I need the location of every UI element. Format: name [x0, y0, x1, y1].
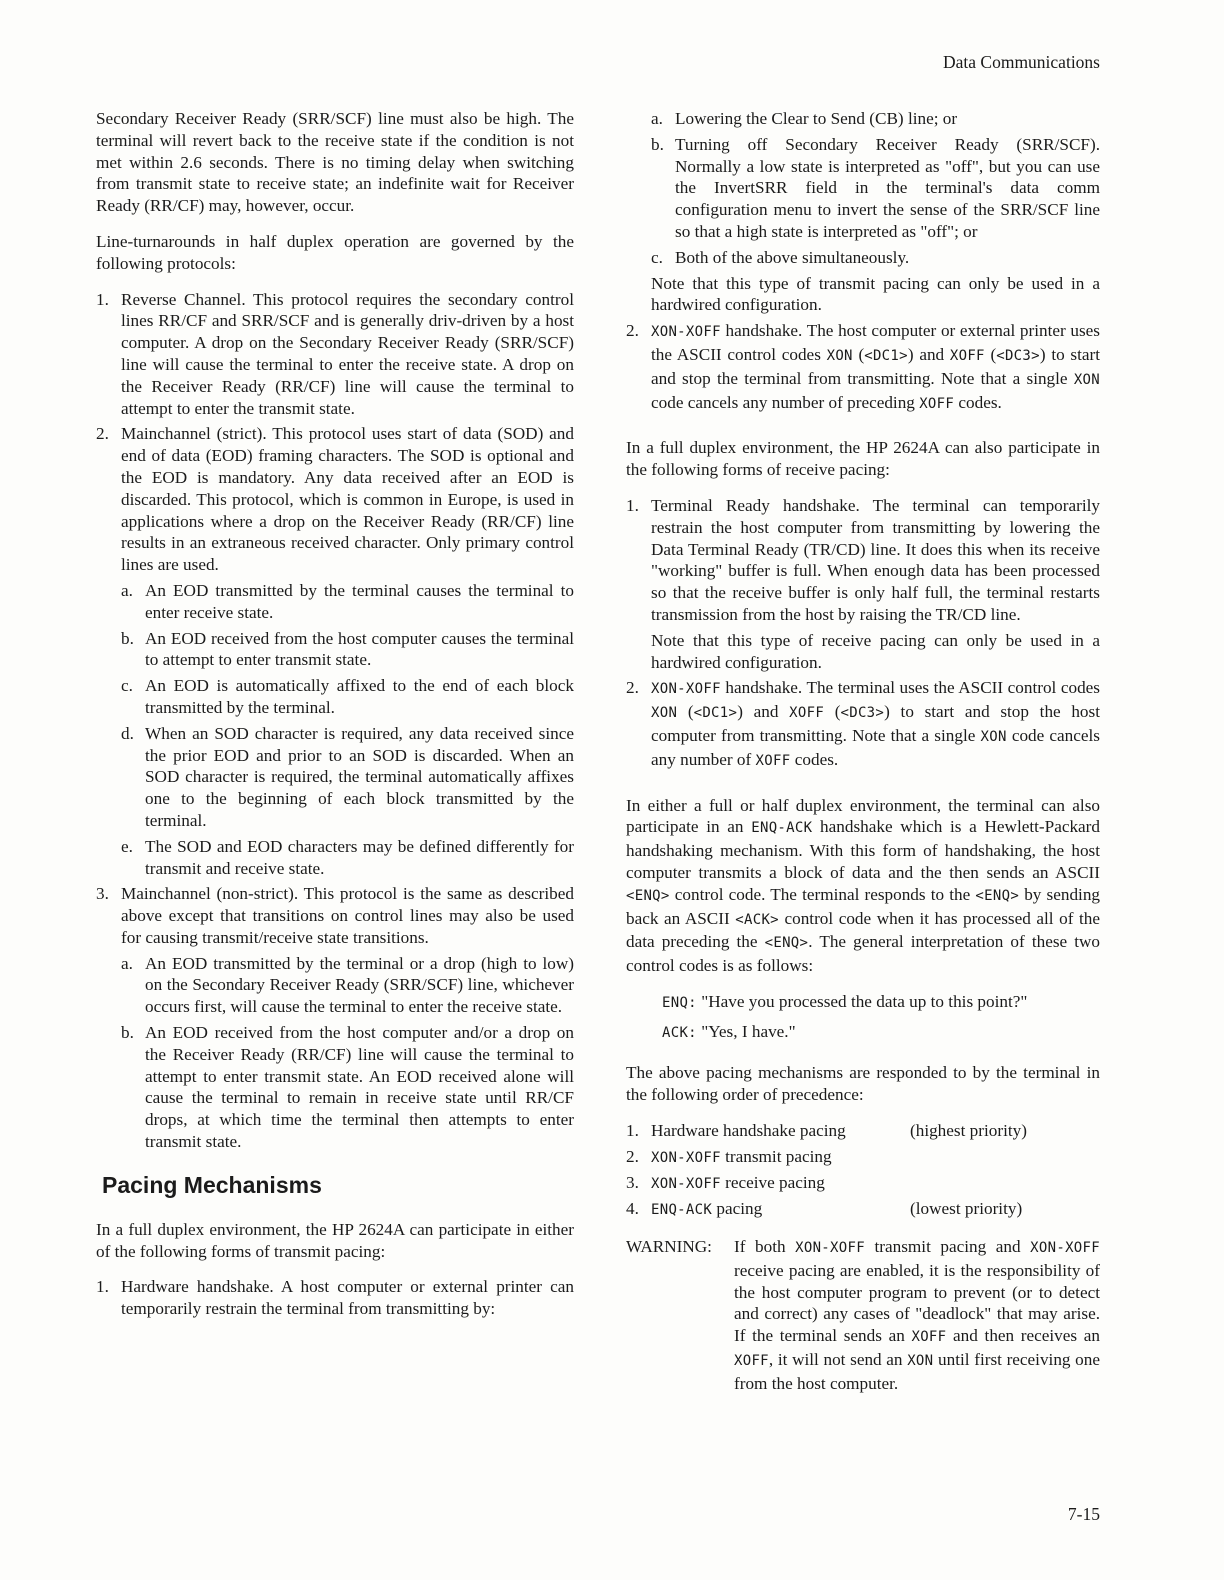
- list-text: An EOD received from the host computer and/or a drop on the Receiver Ready (RR/CF) line will cause the terminal to attempt to enter transmit state. An EOD received alone will cause the terminal to remain in receive state until RR/CF drops, at which time the terminal then attempts to enter transmit state.: [145, 1023, 574, 1152]
- text-run: handshake. The terminal uses the ASCII control codes: [720, 678, 1100, 698]
- text-run: , it will not send an: [768, 1350, 908, 1370]
- code-enq-ack: ENQ-ACK: [651, 1202, 713, 1219]
- list-text: Hardware handshake. A host computer or external printer can temporarily restrain the terminal from transmitting by:: [121, 1277, 574, 1319]
- code-xoff: XOFF: [789, 705, 825, 722]
- code-dc3: <DC3>: [996, 347, 1040, 364]
- code-xon: XON: [907, 1353, 934, 1370]
- code-xon: XON: [1073, 371, 1100, 388]
- list-letter: b.: [121, 1023, 134, 1043]
- list-number: 2.: [96, 424, 109, 444]
- terminal-ready-item: [626, 495, 1100, 673]
- right-column: [626, 108, 1100, 1395]
- list-number: 1.: [96, 289, 109, 309]
- list-item: [651, 247, 1100, 269]
- text-run: by sending back an ASCII: [626, 884, 1101, 928]
- list-item: [121, 953, 574, 1018]
- list-text: Hardware handshake pacing: [651, 1121, 846, 1141]
- text-run: control code when it has processed all of the data preceding the: [626, 908, 1100, 952]
- list-text: Lowering the Clear to Send (CB) line; or: [675, 109, 958, 128]
- transmit-pacing-list: [96, 1276, 574, 1320]
- list-number: 3.: [96, 884, 109, 904]
- text-run: code cancels any number of preceding: [651, 392, 920, 412]
- strict-sublist: [121, 580, 574, 879]
- receive-pacing-list: [626, 495, 1100, 773]
- list-letter: a.: [121, 953, 133, 973]
- text-run: handshake which is a Hewlett-Packard handshaking mechanism. With this form of handshaking, the host computer transmits a block of data and the then sends an ASCII: [626, 817, 1100, 882]
- text-run: and: [742, 702, 790, 722]
- list-item: [651, 134, 1100, 243]
- list-letter: c.: [651, 247, 663, 267]
- code-xon-xoff: XON-XOFF: [651, 1150, 721, 1167]
- text-run: to start and stop the terminal from transmitting. Note that a single: [651, 344, 1100, 388]
- ack-line: [662, 1021, 1100, 1045]
- list-number: 1.: [626, 495, 639, 515]
- code-enq: <ENQ>: [626, 887, 670, 904]
- list-text: Turning off Secondary Receiver Ready (SRR/SCF). Normally a low state is interpreted as "off", but you can use the InvertSRR field in the terminal's data comm configuration menu to invert the sense of the SRR/SCF line so that a high state is interpreted as "off"; or: [675, 134, 1100, 241]
- precedence-item: [626, 1198, 1100, 1220]
- list-letter: c.: [121, 676, 133, 696]
- paragraph-transmit-pacing: In a full duplex environment, the HP 2624A can participate in either of the following forms of transmit pacing:: [96, 1219, 574, 1261]
- left-column: [96, 108, 574, 1334]
- text-run: . The general interpretation of these two control codes is as follows:: [626, 932, 1100, 976]
- list-text: transmit pacing: [720, 1147, 832, 1167]
- transmit-pacing-list-continued: [626, 108, 1100, 415]
- code-xon-xoff: XON-XOFF: [651, 324, 721, 341]
- text-run: codes.: [954, 392, 1002, 412]
- list-letter: b.: [651, 134, 664, 154]
- code-xoff: XOFF: [734, 1353, 769, 1370]
- code-xoff: XOFF: [919, 395, 955, 412]
- warning-block: [626, 1236, 1100, 1395]
- code-xon-xoff: XON-XOFF: [651, 1176, 721, 1193]
- code-enq: <ENQ>: [975, 887, 1020, 904]
- hardware-sublist: [651, 108, 1100, 269]
- list-text: receive pacing: [720, 1173, 825, 1193]
- paragraph-srr: Secondary Receiver Ready (SRR/SCF) line must also be high. The terminal will revert back to the receive state if the condition is not met within 2.6 seconds. There is no timing delay when switching from transmit state to receive state; an indefinite wait for Receiver Ready (RR/CF) may, however, occur.: [96, 109, 574, 216]
- list-item: [121, 628, 574, 672]
- text-run: code cancels any number of: [651, 725, 1100, 769]
- list-number: 2.: [626, 321, 639, 341]
- precedence-item: [626, 1172, 1100, 1194]
- list-text: Reverse Channel. This protocol requires the secondary control lines RR/CF and SRR/SCF and is generally driv-driven by a host computer. A drop on the Secondary Receiver Ready (SRR/SCF) line will cause the terminal to enter the receive state. A drop on the Receiver Ready (RR/CF) line will cause the terminal to attempt to enter the transmit state.: [121, 289, 574, 418]
- xon-xoff-receive-item: 2. XON-XOFF handshake. The terminal uses the ASCII control codes XON (<DC1>) and XOFF (<DC3>) to start and stop the host computer from transmitting. Note that a single XON code cancels any number of XOFF codes.: [626, 678, 1100, 769]
- text-run: receive pacing are enabled, it is the responsibility of the host computer program to prevent (or to detect and correct) any cases of "deadlock" that may arise. If the terminal sends an: [734, 1260, 1100, 1346]
- enq-meaning: "Have you processed the data up to this point?": [701, 991, 1028, 1011]
- enq-line: [662, 991, 1100, 1015]
- list-text: pacing: [712, 1199, 763, 1219]
- section-heading: Pacing Mechanisms: [102, 1171, 322, 1198]
- priority-label: (highest priority): [910, 1121, 1027, 1141]
- list-letter: b.: [121, 628, 134, 648]
- text-run: handshake. The host computer or external printer uses the ASCII control codes: [651, 321, 1100, 364]
- code-enq-ack: ENQ-ACK: [751, 820, 813, 837]
- code-xon-xoff: XON-XOFF: [651, 681, 721, 698]
- code-xon-xoff: XON-XOFF: [795, 1240, 865, 1257]
- code-dc1: <DC1>: [693, 705, 738, 722]
- list-number: 4.: [626, 1199, 639, 1219]
- list-item: [121, 723, 574, 832]
- list-number: 3.: [626, 1173, 639, 1193]
- page-number: 7-15: [1067, 1504, 1100, 1525]
- code-enq-label: ENQ:: [662, 994, 697, 1011]
- list-letter: a.: [121, 580, 133, 600]
- paragraph-line-turnarounds: Line-turnarounds in half duplex operation are governed by the following protocols:: [96, 231, 574, 273]
- priority-label: (lowest priority): [910, 1199, 1023, 1219]
- nonstrict-sublist: [121, 953, 574, 1153]
- text-run: In either a full or half duplex environment, the terminal can also participate in an: [626, 795, 1100, 837]
- text-run: transmit pacing and: [864, 1237, 1031, 1257]
- list-text: Mainchannel (strict). This protocol uses start of data (SOD) and end of data (EOD) framing characters. The SOD is optional and the EOD is mandatory. Any data received after an EOD is discarded. This protocol, which is common in Europe, is used in applications where a drop on the Receiver Ready (RR/CF) line results in an extraneous received character. Only primary control lines are used.: [121, 424, 574, 575]
- list-text: When an SOD character is required, any data received since the prior EOD and prior to an SOD is discarded. When an SOD character is required, the terminal automatically affixes one to the beginning of each block transmitted by the terminal.: [145, 723, 574, 830]
- list-text: Terminal Ready handshake. The terminal can temporarily restrain the host computer from transmitting by lowering the Data Terminal Ready (TR/CD) line. It does this when its receive "working" buffer is full. When enough data has been processed so that the receive buffer is only half full, the terminal restarts transmission from the host by raising the TR/CD line.: [651, 495, 1100, 624]
- list-text: An EOD transmitted by the terminal or a drop (high to low) on the Secondary Receiver Ready (SRR/SCF) line, whichever occurs first, will cause the terminal to enter the receive state.: [145, 953, 574, 1017]
- list-text: An EOD is automatically affixed to the end of each block transmitted by the terminal.: [145, 676, 574, 717]
- paragraph-enq-ack: [626, 795, 1100, 977]
- list-text: An EOD transmitted by the terminal causes the terminal to enter receive state.: [145, 580, 574, 622]
- code-xon: XON: [826, 347, 853, 364]
- code-xon-xoff: XON-XOFF: [1030, 1240, 1100, 1257]
- list-letter: e.: [121, 836, 133, 856]
- enq-ack-exchange: [662, 991, 1100, 1045]
- list-text: An EOD received from the host computer causes the terminal to attempt to enter transmit state.: [145, 628, 574, 670]
- list-text: The SOD and EOD characters may be defined differently for transmit and receive state.: [145, 836, 574, 878]
- list-item: [121, 836, 574, 880]
- list-item: [651, 108, 1100, 130]
- protocol-reverse-channel: [96, 289, 574, 420]
- text-run: If both: [734, 1237, 796, 1257]
- code-xoff: XOFF: [911, 1329, 947, 1346]
- text-run: and: [913, 344, 950, 364]
- text-run: control code. The terminal responds to the: [669, 884, 976, 904]
- code-xon: XON: [651, 705, 678, 722]
- list-item: [121, 580, 574, 624]
- code-dc1: <DC1>: [864, 347, 908, 364]
- protocol-list: [96, 289, 574, 1153]
- running-header: Data Communications: [943, 52, 1100, 72]
- list-number: 2.: [626, 1147, 639, 1167]
- list-text: Both of the above simultaneously.: [675, 247, 910, 267]
- list-number: 1.: [626, 1121, 639, 1141]
- ack-meaning: "Yes, I have.": [701, 1021, 796, 1041]
- hardwired-note: Note that this type of transmit pacing can only be used in a hardwired configuration.: [651, 273, 1100, 315]
- protocol-mainchannel-nonstrict: [96, 883, 574, 1153]
- text-run: codes.: [790, 749, 839, 769]
- warning-label: WARNING:: [626, 1237, 712, 1257]
- list-item: [121, 675, 574, 719]
- paragraph-precedence: The above pacing mechanisms are responded to by the terminal in the following order of precedence:: [626, 1063, 1100, 1105]
- code-xoff: XOFF: [949, 347, 985, 364]
- precedence-item: [626, 1120, 1100, 1142]
- hardware-handshake-continued: [626, 108, 1100, 316]
- protocol-mainchannel-strict: [96, 423, 574, 879]
- precedence-item: [626, 1146, 1100, 1168]
- xon-xoff-transmit-item: 2. XON-XOFF handshake. The host computer or external printer uses the ASCII control codes XON (<DC1>) and XOFF (<DC3>) to start and stop the terminal from transmitting. Note that a single XON code cancels any number of preceding XOFF codes.: [626, 321, 1100, 412]
- list-item: [121, 1022, 574, 1153]
- list-number: 2.: [626, 678, 639, 698]
- precedence-list: [626, 1120, 1100, 1220]
- code-dc3: <DC3>: [840, 705, 885, 722]
- list-number: 1.: [96, 1277, 109, 1297]
- code-xoff: XOFF: [755, 752, 791, 769]
- text-run: until first receiving one from the host computer.: [734, 1350, 1100, 1393]
- list-text: Mainchannel (non-strict). This protocol is the same as described above except that transitions on control lines may also be used for causing transmit/receive state transitions.: [121, 884, 574, 947]
- hardware-handshake-item: [96, 1276, 574, 1320]
- list-letter: d.: [121, 723, 134, 743]
- code-ack-label: ACK:: [662, 1024, 697, 1041]
- text-run: to start and stop the host computer from transmitting. Note that a single: [651, 702, 1100, 745]
- text-run: and then receives an: [946, 1326, 1100, 1346]
- hardwired-note: Note that this type of receive pacing can only be used in a hardwired configuration.: [651, 630, 1100, 672]
- code-ack: <ACK>: [735, 911, 779, 928]
- code-xon: XON: [980, 728, 1007, 745]
- code-enq: <ENQ>: [764, 935, 809, 952]
- list-letter: a.: [651, 109, 663, 128]
- paragraph-receive-pacing: In a full duplex environment, the HP 2624A can also participate in the following forms of receive pacing:: [626, 438, 1100, 480]
